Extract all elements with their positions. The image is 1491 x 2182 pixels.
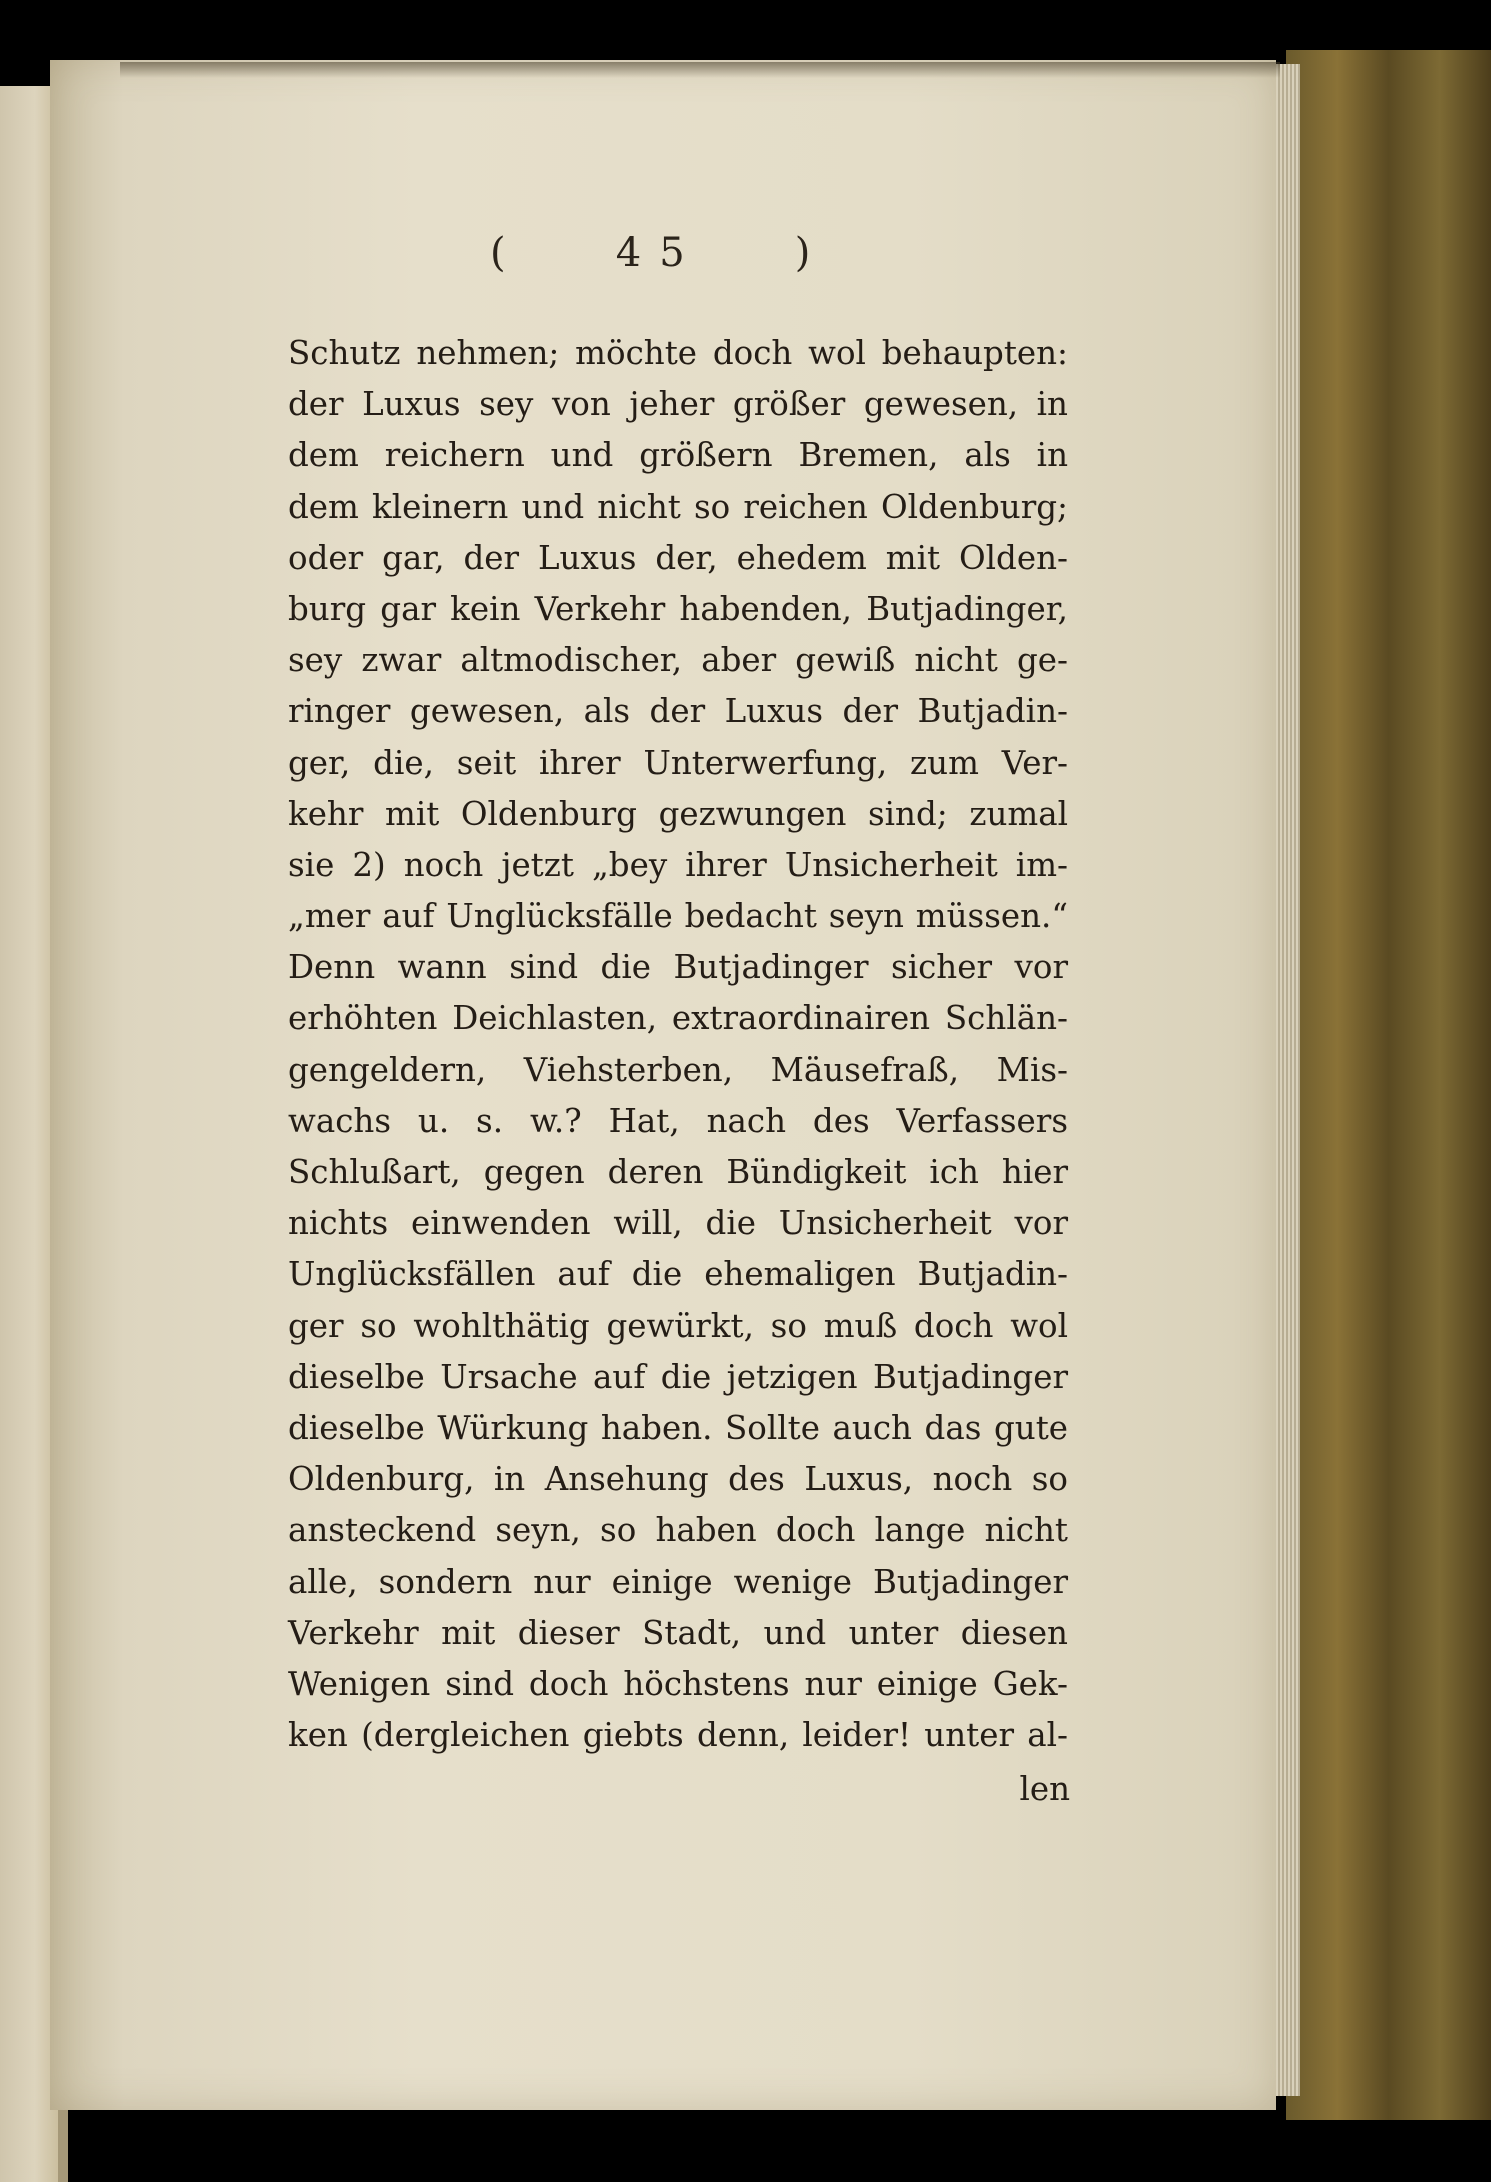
- page-top-shadow: [120, 62, 1280, 78]
- text-line: der Luxus sey von jeher größer gewesen, in: [288, 385, 1068, 424]
- text-line: oder gar, der Luxus der, ehedem mit Olden-: [288, 538, 1068, 577]
- body-text: [288, 328, 1068, 1761]
- text-line: dieselbe Würkung haben. Sollte auch das gute: [288, 1408, 1068, 1447]
- text-line: dem reichern und größern Bremen, als in: [288, 436, 1068, 475]
- text-line: alle, sondern nur einige wenige Butjadinger: [288, 1562, 1068, 1601]
- text-line: ger, die, seit ihrer Unterwerfung, zum Ver-: [288, 743, 1068, 782]
- text-line: Denn wann sind die Butjadinger sicher vor: [288, 948, 1068, 987]
- text-line: ger so wohlthätig gewürkt, so muß doch wol: [288, 1306, 1068, 1345]
- page-number-header: ( 45 ): [490, 230, 829, 276]
- catchword: len: [1019, 1770, 1070, 1808]
- text-line: dieselbe Ursache auf die jetzigen Butjadinger: [288, 1357, 1068, 1396]
- text-line: ansteckend seyn, so haben doch lange nicht: [288, 1511, 1068, 1550]
- text-line: kehr mit Oldenburg gezwungen sind; zumal: [288, 794, 1068, 833]
- text-line: erhöhten Deichlasten, extraordinairen Schlän-: [288, 999, 1068, 1038]
- text-line: sie 2) noch jetzt „bey ihrer Unsicherheit im-: [288, 845, 1068, 884]
- text-line: wachs u. s. w.? Hat, nach des Verfassers: [288, 1101, 1068, 1140]
- text-line: Unglücksfällen auf die ehemaligen Butjadin-: [288, 1255, 1068, 1294]
- text-line: Wenigen sind doch höchstens nur einige Gek-: [288, 1664, 1068, 1703]
- text-line: ken (dergleichen giebts denn, leider! unter al-: [288, 1716, 1068, 1755]
- text-line: nichts einwenden will, die Unsicherheit vor: [288, 1204, 1068, 1243]
- book-cover-edge: [1286, 50, 1491, 2120]
- text-line: gengeldern, Viehsterben, Mäusefraß, Mis-: [288, 1050, 1068, 1089]
- text-line: burg gar kein Verkehr habenden, Butjadinger,: [288, 589, 1068, 628]
- text-line: ringer gewesen, als der Luxus der Butjadin-: [288, 692, 1068, 731]
- text-line: dem kleinern und nicht so reichen Oldenburg;: [288, 487, 1068, 526]
- text-line: Schlußart, gegen deren Bündigkeit ich hier: [288, 1153, 1068, 1191]
- text-line: Verkehr mit dieser Stadt, und unter diesen: [288, 1613, 1068, 1652]
- text-line: Schutz nehmen; möchte doch wol behaupten:: [288, 334, 1068, 372]
- text-line: „mer auf Unglücksfälle bedacht seyn müssen.“: [288, 897, 1068, 936]
- text-line: Oldenburg, in Ansehung des Luxus, noch so: [288, 1460, 1068, 1499]
- text-line: sey zwar altmodischer, aber gewiß nicht ge-: [288, 641, 1068, 680]
